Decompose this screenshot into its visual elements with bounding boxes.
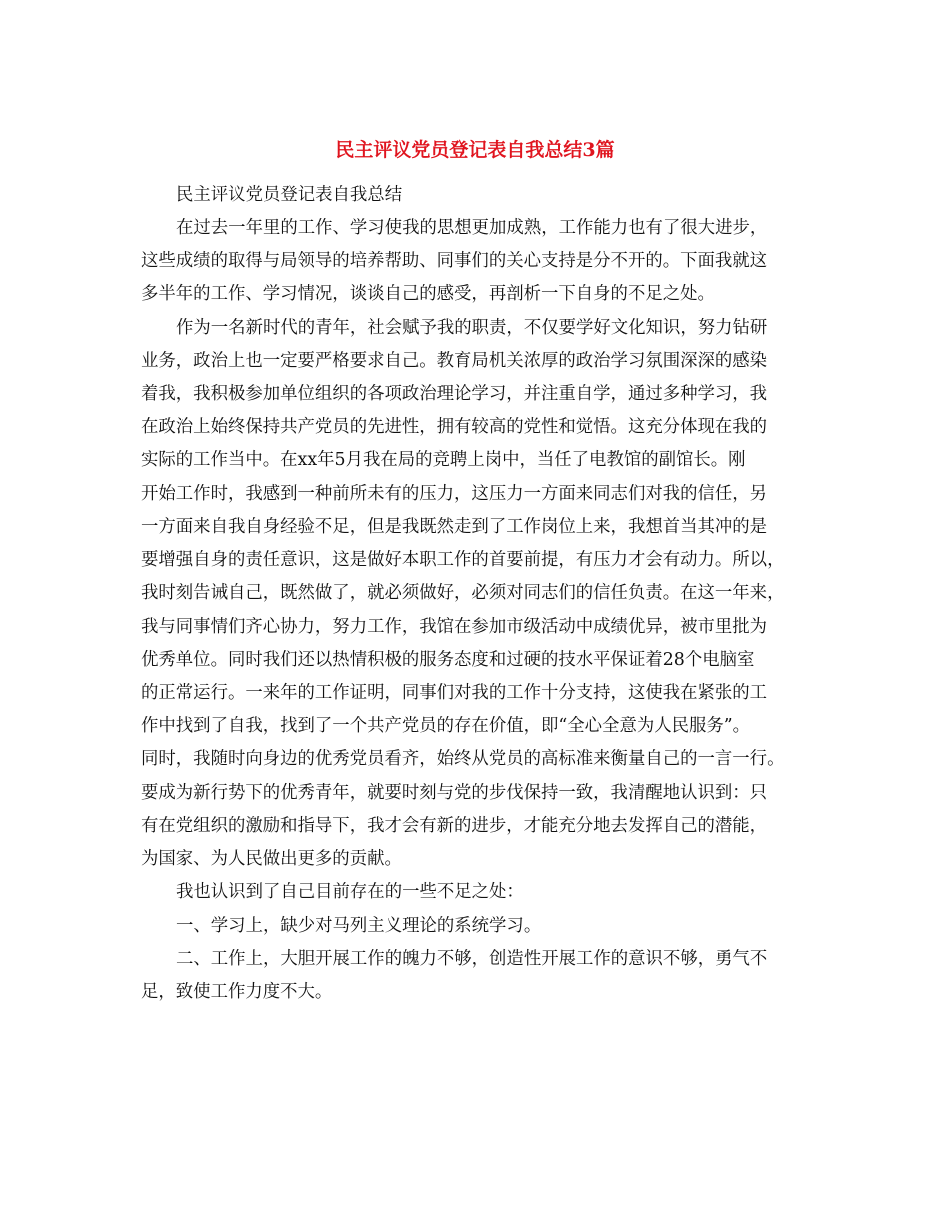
paragraph-line: 我与同事情们齐心协力，努力工作，我馆在参加市级活动中成绩优异，被市里批为 xyxy=(141,617,768,637)
paragraph-line: 的正常运行。一来年的工作证明，同事们对我的工作十分支持，这使我在紧张的工 xyxy=(141,683,768,703)
paragraph-line: 作为一名新时代的青年，社会赋予我的职责，不仅要学好文化知识，努力钻研 xyxy=(176,318,768,338)
paragraph-line: 同时，我随时向身边的优秀党员看齐，始终从党员的高标准来衡量自己的一言一行。 xyxy=(141,749,785,769)
paragraph-line: 开始工作时，我感到一种前所未有的压力，这压力一方面来同志们对我的信任，另 xyxy=(141,484,768,504)
paragraph-line: 我也认识到了自己目前存在的一些不足之处： xyxy=(176,882,524,902)
paragraph-line: 足，致使工作力度不大。 xyxy=(141,982,333,1002)
paragraph-line: 这些成绩的取得与局领导的培养帮助、同事们的关心支持是分不开的。下面我就这 xyxy=(141,251,768,271)
paragraph-line: 我时刻告诫自己，既然做了，就必须做好，必须对同志们的信任负责。在这一年来， xyxy=(141,583,785,603)
paragraph-line: 一方面来自我自身经验不足，但是我既然走到了工作岗位上来，我想首当其冲的是 xyxy=(141,517,768,537)
document-title: 民主评议党员登记表自我总结3篇 xyxy=(335,139,615,161)
paragraph-line: 要成为新行势下的优秀青年，就要时刻与党的步伐保持一致，我清醒地认识到：只 xyxy=(141,783,768,803)
list-item: 二、工作上，大胆开展工作的魄力不够，创造性开展工作的意识不够，勇气不 xyxy=(176,949,768,969)
paragraph-line: 业务，政治上也一定要严格要求自己。教育局机关浓厚的政治学习氛围深深的感染 xyxy=(141,351,768,371)
paragraph-line: 实际的工作当中。在xx年5月我在局的竞聘上岗中，当任了电教馆的副馆长。刚 xyxy=(141,450,746,470)
paragraph-line: 着我，我积极参加单位组织的各项政治理论学习，并注重自学，通过多种学习，我 xyxy=(141,384,768,404)
paragraph-line: 要增强自身的责任意识，这是做好本职工作的首要前提，有压力才会有动力。所以， xyxy=(141,550,785,570)
paragraph-line: 作中找到了自我，找到了一个共产党员的存在价值，即“全心全意为人民服务”。 xyxy=(141,716,751,736)
paragraph-line: 为国家、为人民做出更多的贡献。 xyxy=(141,849,402,869)
paragraph-line: 在过去一年里的工作、学习使我的思想更加成熟，工作能力也有了很大进步， xyxy=(176,218,768,238)
paragraph-line: 在政治上始终保持共产党员的先进性，拥有较高的党性和觉悟。这充分体现在我的 xyxy=(141,417,768,437)
list-item: 一、学习上，缺少对马列主义理论的系统学习。 xyxy=(176,916,542,936)
section-heading: 民主评议党员登记表自我总结 xyxy=(176,185,403,205)
paragraph-line: 有在党组织的激励和指导下，我才会有新的进步，才能充分地去发挥自己的潜能， xyxy=(141,816,768,836)
paragraph-line: 多半年的工作、学习情况，谈谈自己的感受，再剖析一下自身的不足之处。 xyxy=(141,284,715,304)
paragraph-line: 优秀单位。同时我们还以热情积极的服务态度和过硬的技水平保证着28个电脑室 xyxy=(141,650,755,670)
